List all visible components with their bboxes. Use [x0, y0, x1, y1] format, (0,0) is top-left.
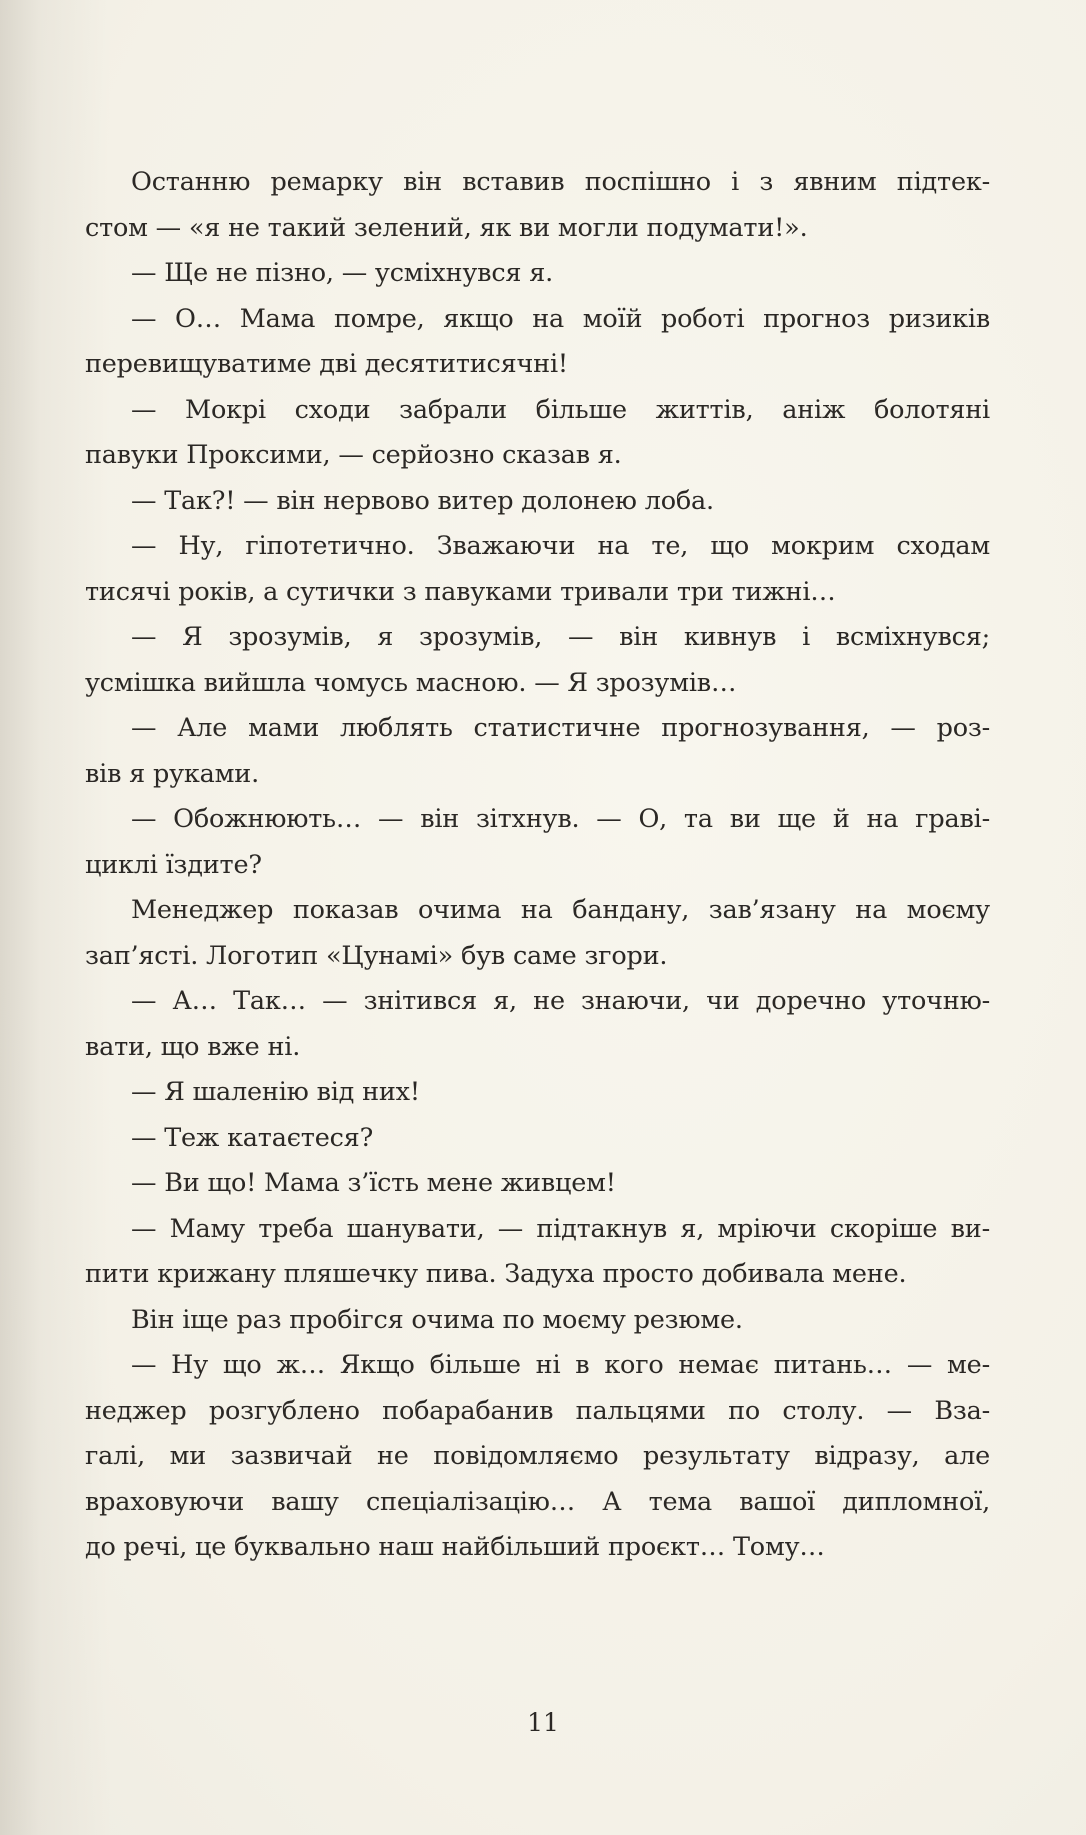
text-line: тисячі років, а сутички з павуками тривали три тижні…	[85, 576, 836, 607]
text-line: Він іще раз пробігся очима по моєму резюме.	[131, 1304, 743, 1335]
text-line: — О… Мама помре, якщо на моїй роботі прогноз ризиків	[131, 303, 990, 334]
text-line: — Так?! — він нервово витер долонею лоба.	[131, 485, 714, 516]
text-line: — Ще не пізно, — усміхнувся я.	[131, 258, 553, 288]
text-line: вати, що вже ні.	[85, 1031, 301, 1062]
text-line: перевищуватиме дві десятитисячні!	[85, 349, 568, 379]
text-line: — Ви що! Мама з’їсть мене живцем!	[131, 1168, 616, 1198]
text-line: галі, ми зазвичай не повідомляємо результату відразу, але	[85, 1441, 990, 1471]
body-text	[85, 160, 990, 1571]
text-line: циклі їздите?	[85, 849, 262, 880]
text-line: вів я руками.	[85, 758, 259, 789]
text-line: — Мокрі сходи забрали більше життів, аніж болотяні	[131, 394, 990, 425]
text-line: враховуючи вашу спеціалізацію… А тема вашої дипломної,	[85, 1486, 990, 1517]
text-line: Менеджер показав очима на бандану, зав’язану на моєму	[131, 895, 990, 925]
text-line: неджер розгублено побарабанив пальцями по столу. — Вза-	[85, 1395, 990, 1426]
text-line: — Я зрозумів, я зрозумів, — він кивнув і всміхнувся;	[131, 622, 990, 652]
text-line: — Обожнюють… — він зітхнув. — О, та ви ще й на граві-	[131, 804, 990, 834]
text-line: до речі, це буквально наш найбільший проєкт… Тому…	[85, 1532, 825, 1562]
text-line: — А… Так… — знітився я, не знаючи, чи доречно уточню-	[131, 986, 990, 1016]
text-line: — Ну, гіпотетично. Зважаючи на те, що мокрим сходам	[131, 531, 990, 561]
text-line: — Маму треба шанувати, — підтакнув я, мріючи скоріше ви-	[131, 1213, 990, 1244]
text-line: — Ну що ж… Якщо більше ні в кого немає питань… — ме-	[131, 1350, 990, 1380]
text-line: стом — «я не такий зелений, як ви могли подумати!».	[85, 212, 808, 243]
text-line: павуки Проксими, — серйозно сказав я.	[85, 440, 622, 470]
page-number: 11	[527, 1708, 559, 1737]
text-line: — Але мами люблять статистичне прогнозування, — роз-	[131, 713, 990, 743]
text-line: — Я шаленію від них!	[131, 1077, 420, 1107]
text-line: зап’ясті. Логотип «Цунамі» був саме згори.	[85, 940, 668, 971]
text-line: усмішка вийшла чомусь масною. — Я зрозумів…	[85, 667, 737, 698]
text-line: пити крижану пляшечку пива. Задуха просто добивала мене.	[85, 1259, 907, 1289]
text-line: Останню ремарку він вставив поспішно і з явним підтек-	[131, 167, 990, 197]
text-line: — Теж катаєтеся?	[131, 1122, 374, 1153]
